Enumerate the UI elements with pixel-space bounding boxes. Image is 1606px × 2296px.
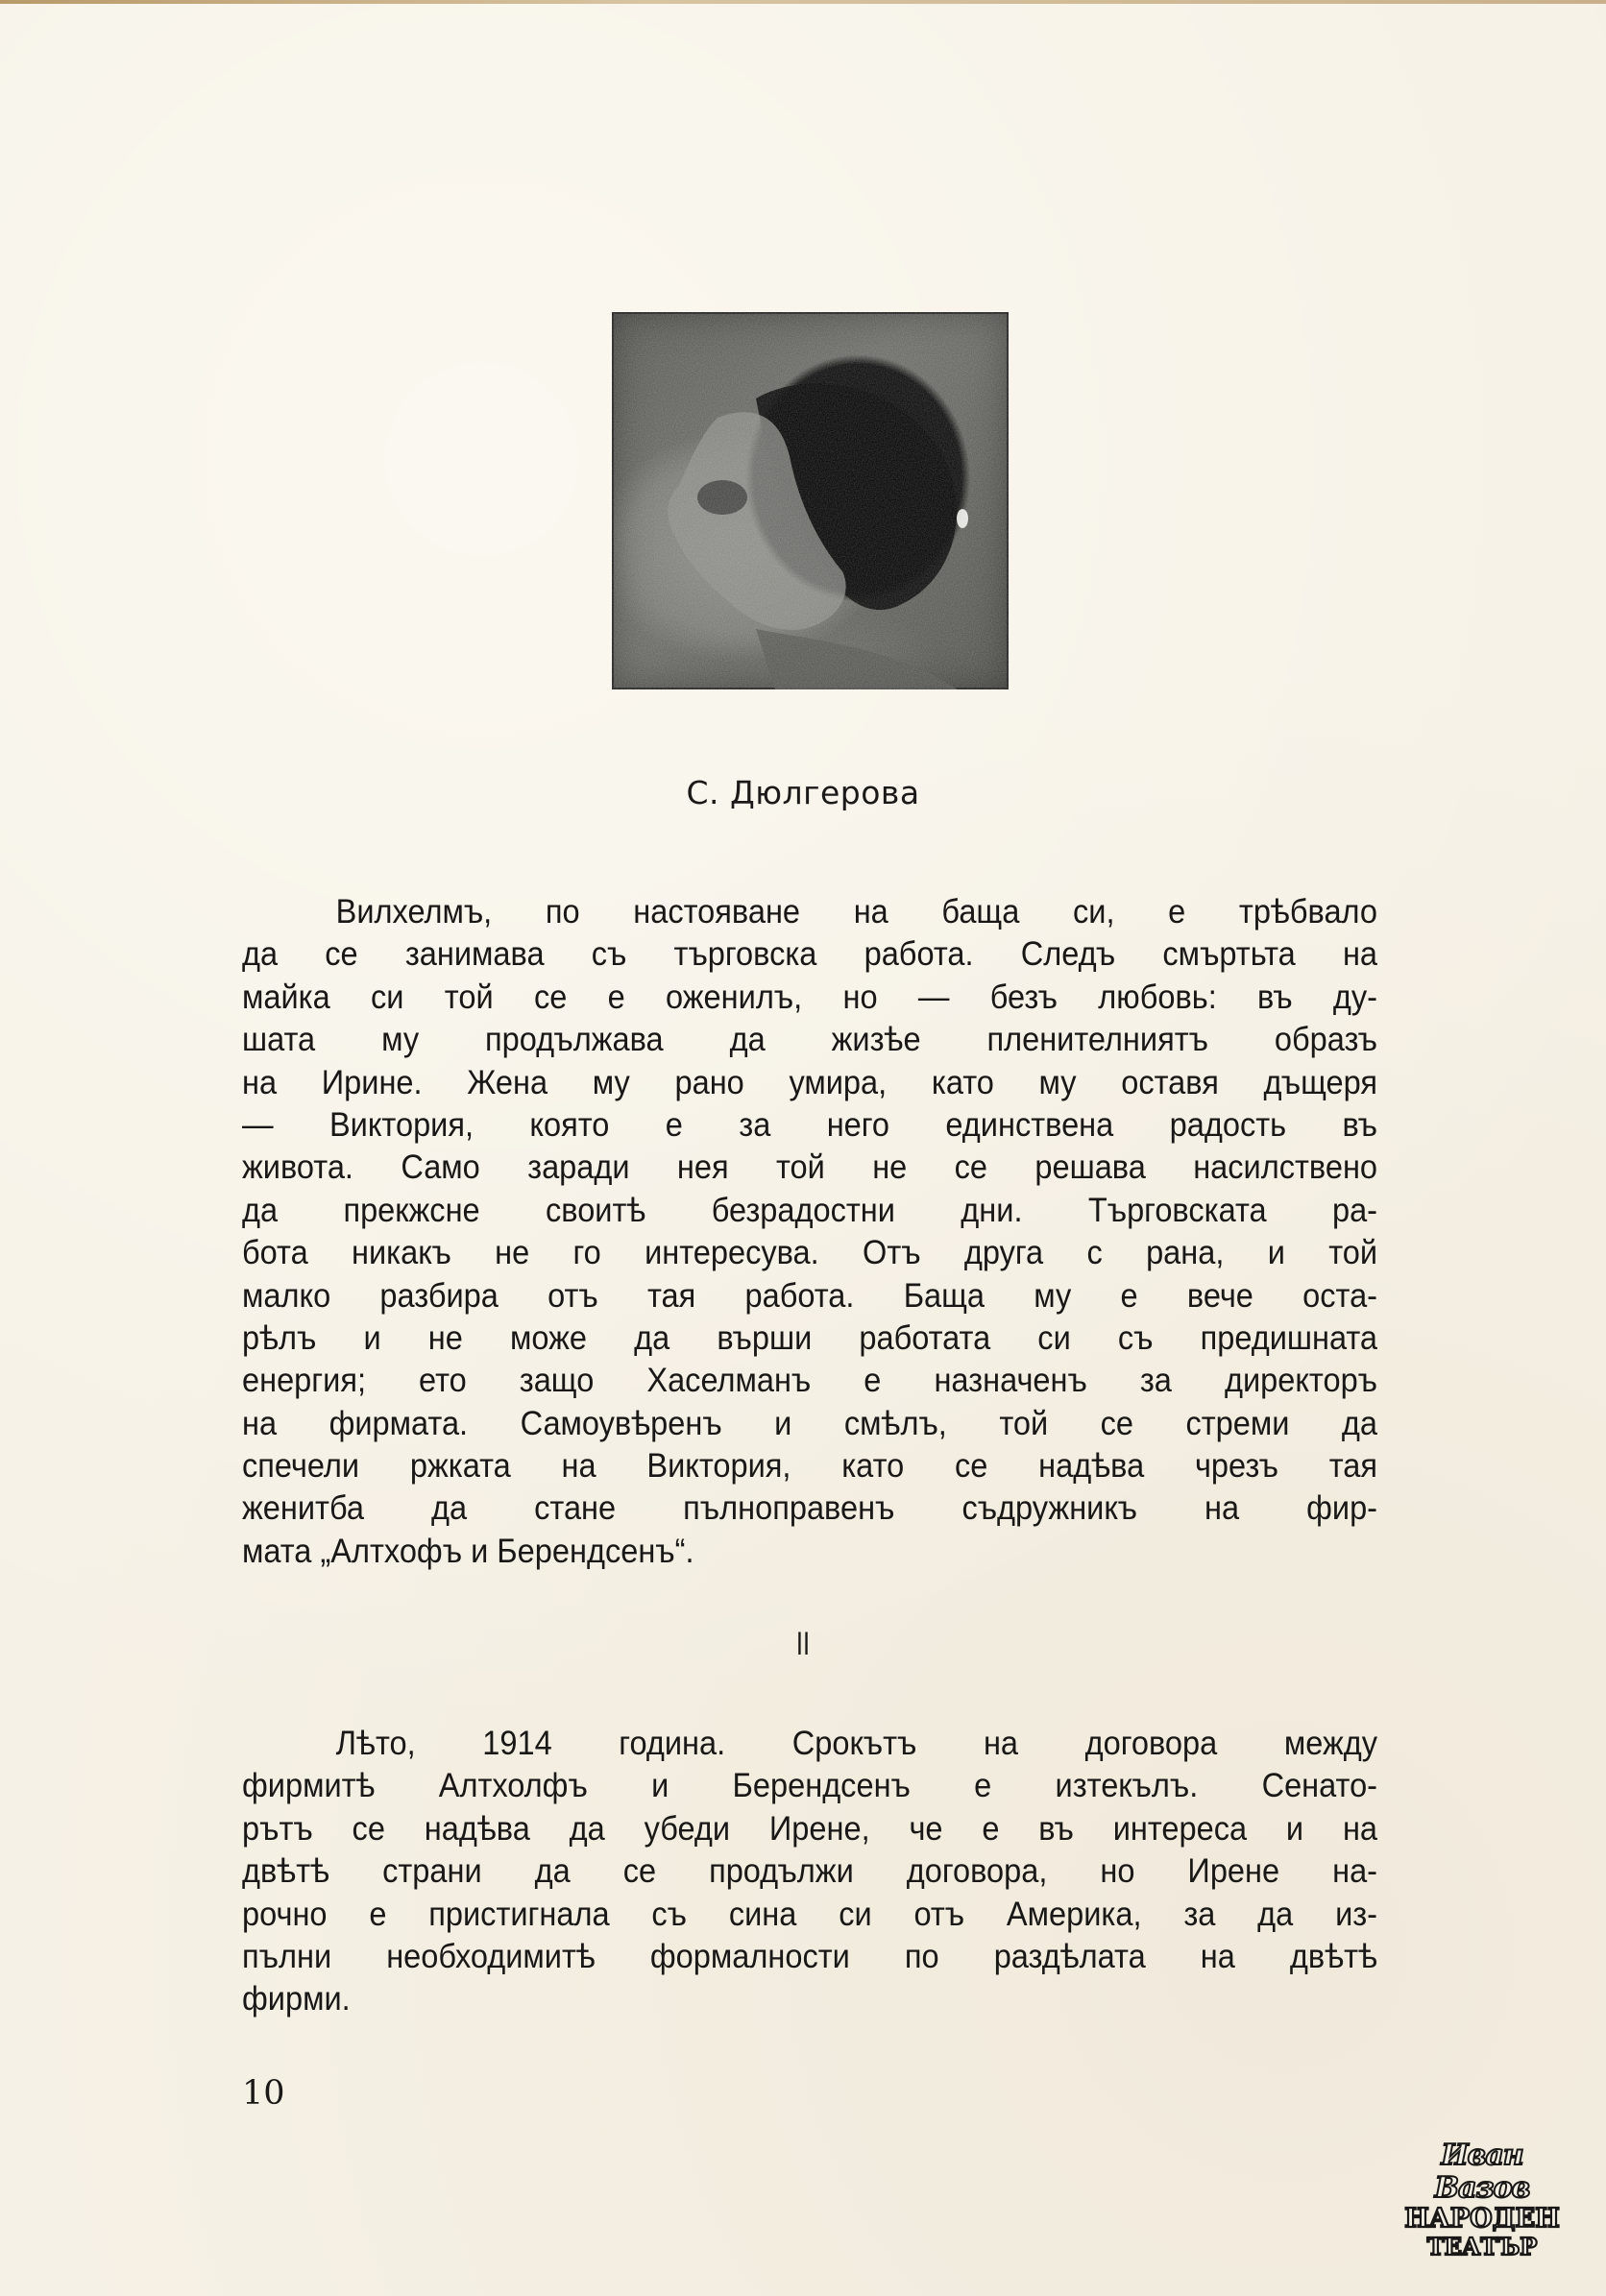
text-line: фирмитѣ Алтхолфъ и Берендсенъ е изтекълъ. Сенато- bbox=[242, 1767, 1378, 1805]
logo-signature: Иван Вазов bbox=[1434, 2139, 1530, 2205]
portrait-caption: С. Дюлгерова bbox=[686, 774, 920, 811]
logo-line-1: НАРОДЕН bbox=[1404, 2204, 1560, 2234]
text-line: рѣлъ и не може да върши работата си съ предишната bbox=[242, 1318, 1378, 1357]
text-line: майка си той се е оженилъ, но — безъ любовь: въ ду- bbox=[242, 978, 1378, 1016]
logo-line-2: ТЕАТЪР bbox=[1426, 2233, 1538, 2260]
text-line: пълни необходимитѣ формалности по раздѣлата на двѣтѣ bbox=[242, 1937, 1378, 1975]
text-line: малко разбира отъ тая работа. Баща му е вече оста- bbox=[242, 1276, 1378, 1315]
paragraph-2 bbox=[242, 1723, 1377, 2021]
text-line: двѣтѣ страни да се продължи договора, но Ирене на- bbox=[242, 1852, 1378, 1891]
text-line: да се занимава съ търговска работа. Следъ смъртьта на bbox=[242, 935, 1378, 974]
text-line: живота. Само заради нея той не се решава насилствено bbox=[242, 1148, 1378, 1187]
paragraph-1 bbox=[242, 891, 1377, 1573]
text-line: женитба да стане пълноправенъ съдружникъ на фир- bbox=[242, 1489, 1378, 1528]
text-line: бота никакъ не го интересува. Отъ друга с рана, и той bbox=[242, 1234, 1378, 1272]
text-line: енергия; ето защо Хаселманъ е назначенъ за директоръ bbox=[242, 1362, 1378, 1400]
text-line: мата „Алтхофъ и Берендсенъ“. bbox=[242, 1532, 694, 1570]
text-line: да прекжсне своитѣ безрадостни дни. Търговската ра- bbox=[242, 1191, 1378, 1229]
text-line: спечели ржката на Виктория, като се надѣва чрезъ тая bbox=[242, 1447, 1378, 1486]
text-line: — Виктория, която е за него единствена радость въ bbox=[242, 1105, 1378, 1144]
page-number: 10 bbox=[242, 2074, 285, 2113]
text-line: рочно е пристигнала съ сина си отъ Америка, за да из- bbox=[242, 1895, 1378, 1933]
portrait-halftone-icon bbox=[612, 312, 1009, 689]
section-numeral: II bbox=[795, 1626, 811, 1662]
text-line: на фирмата. Самоувѣренъ и смѣлъ, той се стреми да bbox=[242, 1404, 1378, 1442]
national-theatre-logo bbox=[1391, 2139, 1573, 2260]
scan-top-edge bbox=[0, 0, 1606, 4]
text-line: Лѣто, 1914 година. Срокътъ на договора между bbox=[335, 1725, 1378, 1762]
text-line: Вилхелмъ, по настояване на баща си, е трѣбвало bbox=[335, 893, 1378, 930]
text-line: на Ирине. Жена му рано умира, като му оставя дъщеря bbox=[242, 1063, 1378, 1101]
text-line: рътъ се надѣва да убеди Ирене, че е въ интереса и на bbox=[242, 1809, 1378, 1848]
text-line: шата му продължава да жизѣе пленителниятъ образъ bbox=[242, 1021, 1378, 1059]
text-line: фирми. bbox=[242, 1980, 351, 2018]
portrait-photo bbox=[612, 312, 1009, 689]
